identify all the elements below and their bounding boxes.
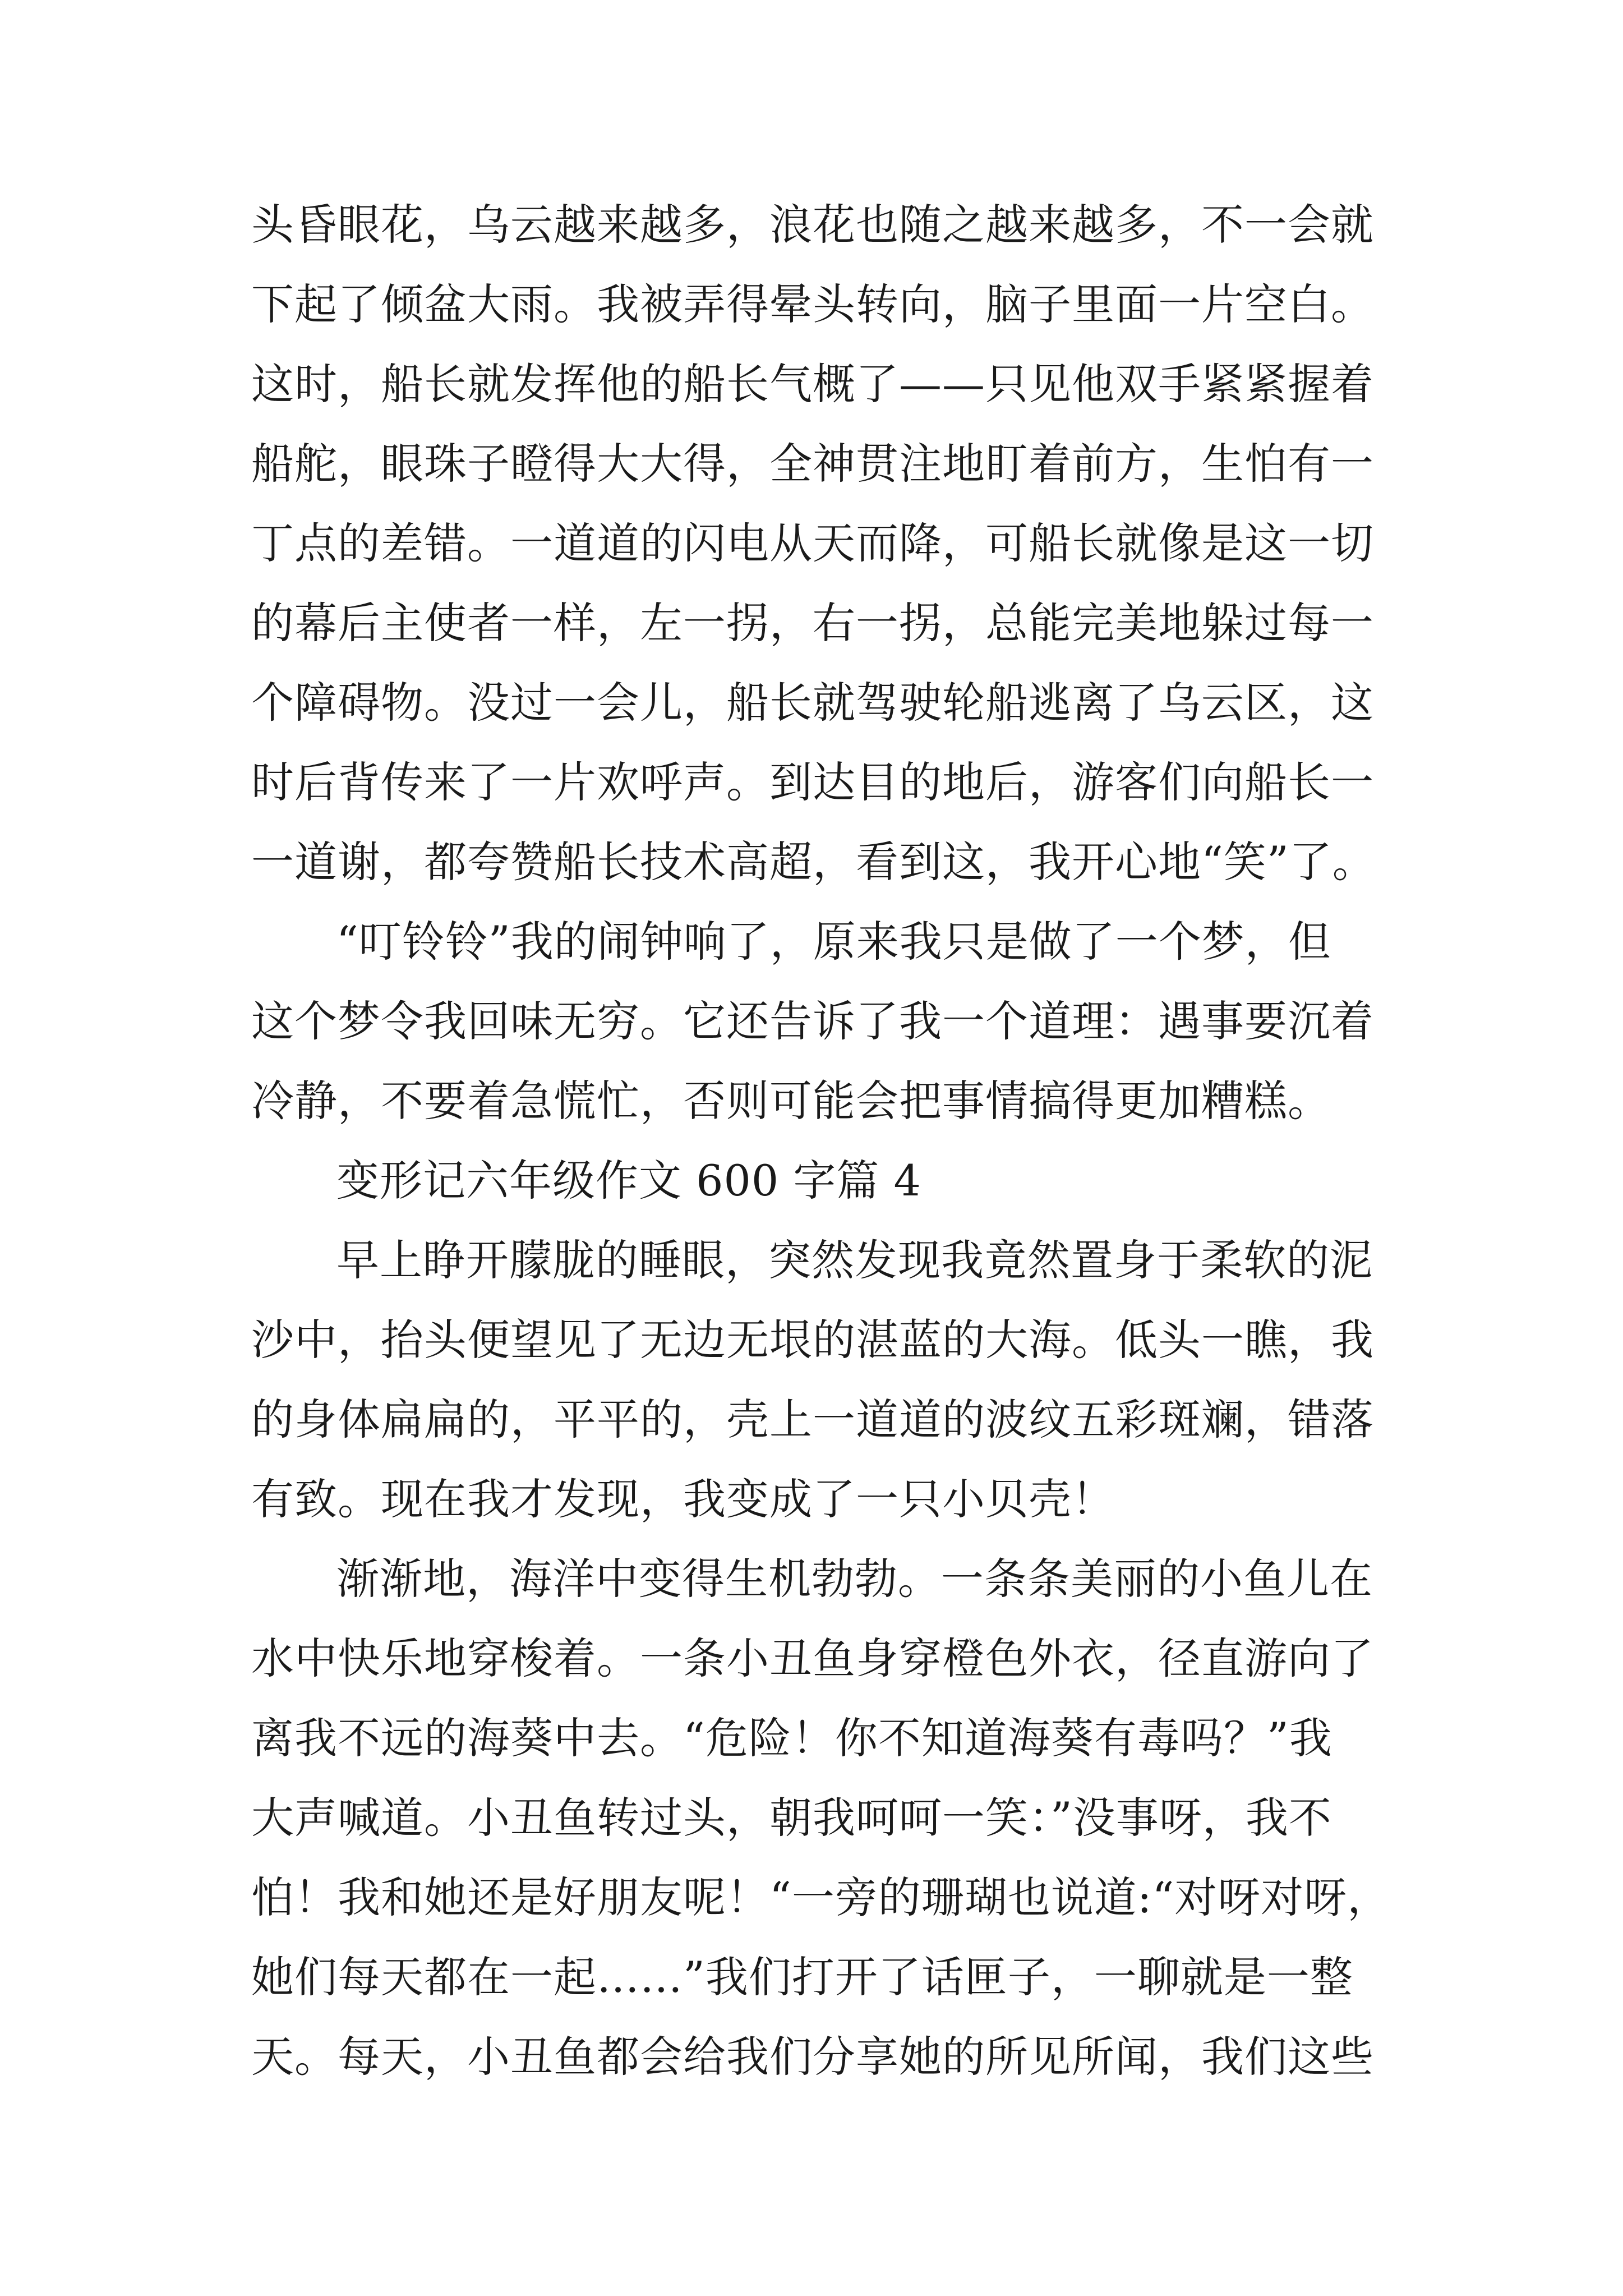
text-line: 大声喊道。小丑鱼转过头，朝我呵呵一笑：”没事呀，我不 bbox=[251, 1793, 1332, 1843]
text-line: 头昏眼花，乌云越来越多，浪花也随之越来越多，不一会就 bbox=[251, 200, 1374, 250]
text-line: 水中快乐地穿梭着。一条小丑鱼身穿橙色外衣，径直游向了 bbox=[251, 1634, 1374, 1683]
text-line: 下起了倾盆大雨。我被弄得晕头转向，脑子里面一片空白。 bbox=[251, 279, 1374, 329]
text-line: 时后背传来了一片欢呼声。到达目的地后，游客们向船长一 bbox=[251, 757, 1374, 807]
text-line: 丁点的差错。一道道的闪电从天而降，可船长就像是这一切 bbox=[251, 518, 1374, 568]
text-line: 她们每天都在一起……”我们打开了话匣子，一聊就是一整 bbox=[251, 1952, 1353, 2002]
text-line: 离我不远的海葵中去。“危险！你不知道海葵有毒吗？”我 bbox=[251, 1713, 1332, 1763]
text-line: 天。每天，小丑鱼都会给我们分享她的所见所闻，我们这些 bbox=[251, 2032, 1374, 2082]
text-line: 有致。现在我才发现，我变成了一只小贝壳！ bbox=[251, 1474, 1115, 1524]
text-line: 怕！我和她还是好朋友呢！“一旁的珊瑚也说道:“对呀对呀， bbox=[251, 1872, 1391, 1922]
text-line: 的幕后主使者一样，左一拐，右一拐，总能完美地躲过每一 bbox=[251, 598, 1374, 648]
paragraph-start-line: “叮铃铃”我的闹钟响了，原来我只是做了一个梦，但 bbox=[336, 917, 1331, 967]
section-heading: 变形记六年级作文 600 字篇 4 bbox=[336, 1156, 921, 1205]
text-line: 沙中，抬头便望见了无边无垠的湛蓝的大海。低头一瞧，我 bbox=[251, 1315, 1374, 1365]
essay-body bbox=[251, 185, 1407, 2097]
paragraph-start-line: 渐渐地，海洋中变得生机勃勃。一条条美丽的小鱼儿在 bbox=[336, 1554, 1373, 1604]
text-line: 这个梦令我回味无穷。它还告诉了我一个道理：遇事要沉着 bbox=[251, 996, 1374, 1046]
text-line: 的身体扁扁的，平平的，壳上一道道的波纹五彩斑斓，错落 bbox=[251, 1395, 1374, 1444]
text-line: 冷静，不要着急慌忙，否则可能会把事情搞得更加糟糕。 bbox=[251, 1076, 1331, 1126]
text-line: 个障碍物。没过一会儿，船长就驾驶轮船逃离了乌云区，这 bbox=[251, 678, 1374, 728]
paragraph-start-line: 早上睁开朦胧的睡眼，突然发现我竟然置身于柔软的泥 bbox=[336, 1235, 1373, 1285]
text-line: 船舵，眼珠子瞪得大大得，全神贯注地盯着前方，生怕有一 bbox=[251, 439, 1374, 489]
text-line: 一道谢，都夸赞船长技术高超，看到这，我开心地“笑”了。 bbox=[251, 837, 1376, 887]
text-line: 这时，船长就发挥他的船长气概了——只见他双手紧紧握着 bbox=[251, 359, 1374, 409]
